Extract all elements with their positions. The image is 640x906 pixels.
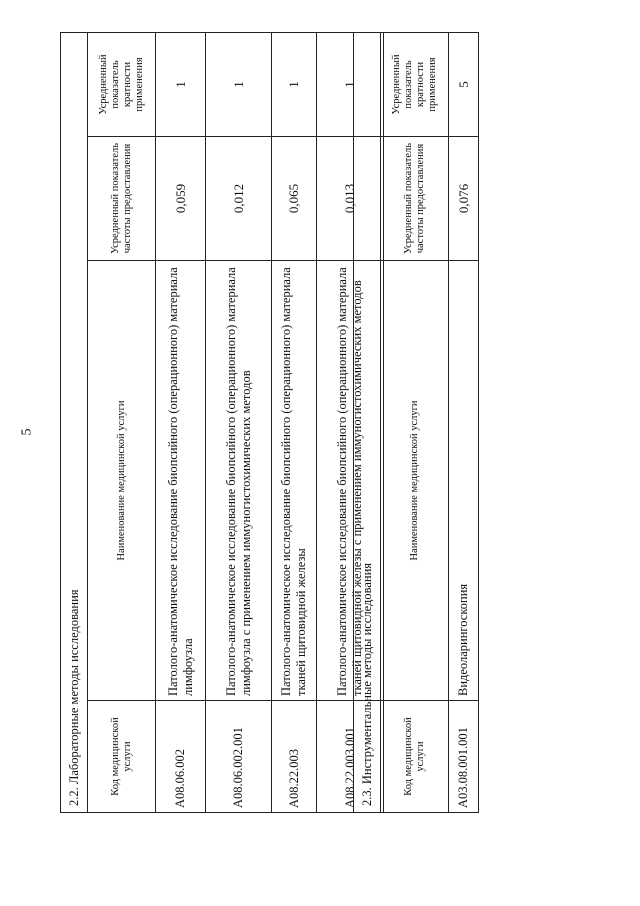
cell-code: A08.22.003	[272, 701, 317, 813]
cell-multiplicity: 1	[206, 32, 272, 136]
table-row	[156, 32, 206, 812]
header-code: Код медицинской услуги	[381, 701, 449, 813]
cell-name: Патолого-анатомическое исследование биопсийного (операционного) материала тканей щитовидной железы с применением иммуногистохимических методов	[317, 261, 384, 701]
header-frequency: Усредненный показатель частоты предоставления	[88, 137, 156, 261]
header-name: Наименование медицинской услуги	[88, 261, 156, 701]
table-row	[272, 32, 317, 812]
header-name: Наименование медицинской услуги	[381, 261, 449, 701]
cell-code: A03.08.001.001	[449, 701, 479, 813]
table-row	[206, 32, 272, 812]
cell-name: Патолого-анатомическое исследование биопсийного (операционного) материала лимфоузла	[156, 261, 206, 701]
cell-code: A08.22.003.001	[317, 701, 384, 813]
header-multiplicity: Усредненный показатель кратности применения	[381, 32, 449, 136]
cell-code: A08.06.002	[156, 701, 206, 813]
cell-name: Патолого-анатомическое исследование биопсийного (операционного) материала тканей щитовидной железы	[272, 261, 317, 701]
header-frequency: Усредненный показатель частоты предоставления	[381, 137, 449, 261]
cell-frequency: 0,065	[272, 137, 317, 261]
table-row	[449, 32, 479, 812]
cell-frequency: 0,076	[449, 137, 479, 261]
cell-name: Патолого-анатомическое исследование биопсийного (операционного) материала лимфоузла с применением иммуногистохимических методов	[206, 261, 272, 701]
page-number: 5	[19, 428, 35, 436]
cell-multiplicity: 1	[317, 32, 384, 136]
cell-multiplicity: 1	[156, 32, 206, 136]
cell-multiplicity: 1	[272, 32, 317, 136]
header-multiplicity: Усредненный показатель кратности применения	[88, 32, 156, 136]
cell-name: Видеоларингоскопия	[449, 261, 479, 701]
cell-code: A08.06.002.001	[206, 701, 272, 813]
section-title-laboratory: 2.2. Лабораторные методы исследования	[61, 32, 88, 812]
cell-frequency: 0,012	[206, 137, 272, 261]
header-code: Код медицинской услуги	[88, 701, 156, 813]
cell-frequency: 0,059	[156, 137, 206, 261]
cell-multiplicity: 5	[449, 32, 479, 136]
section-title-instrumental: 2.3. Инструментальные методы исследования	[354, 32, 381, 812]
table-laboratory-methods	[60, 32, 384, 813]
table-instrumental-methods	[353, 32, 479, 813]
cell-frequency: 0,013	[317, 137, 384, 261]
